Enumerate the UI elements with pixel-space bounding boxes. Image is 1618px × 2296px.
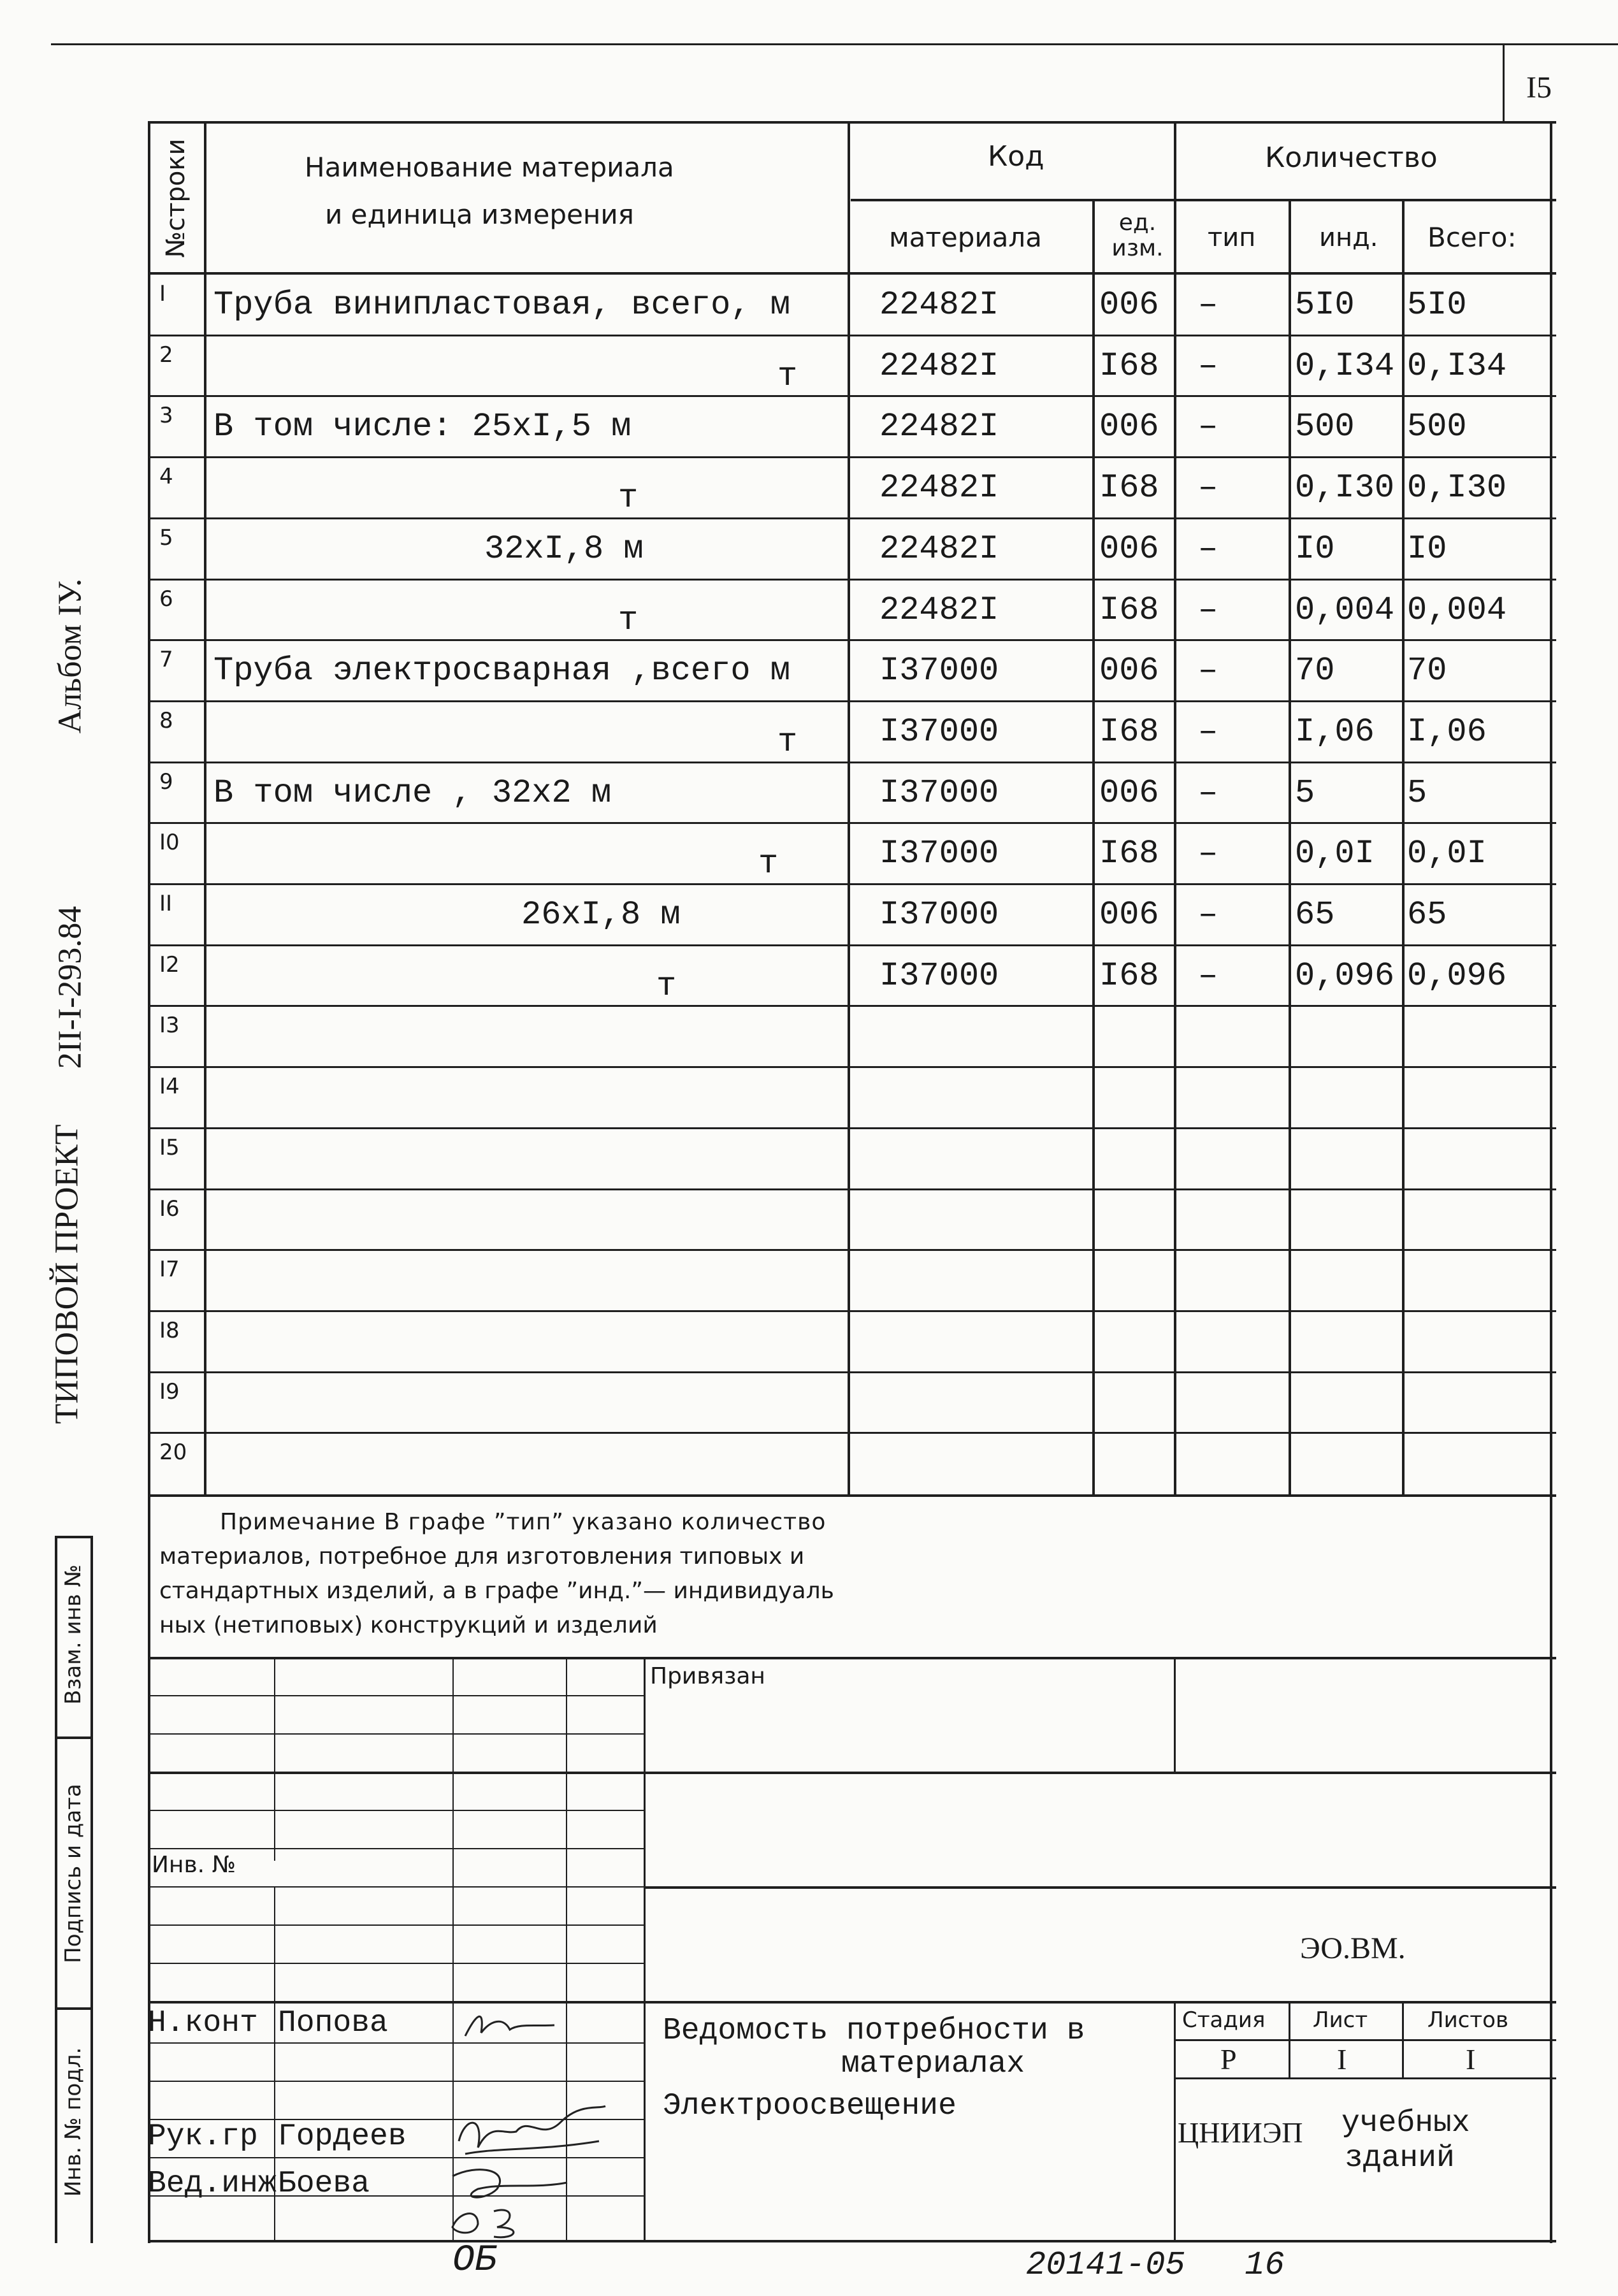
tb-line-14 bbox=[148, 2081, 645, 2082]
cell-name: В том числе , 32х2 м bbox=[213, 774, 612, 812]
col-divider-qty-ind bbox=[1289, 199, 1291, 1496]
sheet-number-divider bbox=[1503, 43, 1505, 121]
cell-total: 70 bbox=[1407, 652, 1447, 690]
doc-subtitle: Электроосвещение bbox=[663, 2089, 957, 2123]
cell-n: 9 bbox=[159, 769, 173, 795]
cell-name: 26хI,8 м bbox=[521, 896, 681, 934]
col-divider-rowno bbox=[204, 121, 206, 1496]
cell-n: II bbox=[159, 891, 173, 916]
cell-n: I9 bbox=[159, 1378, 180, 1404]
tb-col-sheets bbox=[1402, 2001, 1404, 2077]
tb-bottom bbox=[148, 2240, 1556, 2242]
sheet-number: I5 bbox=[1526, 71, 1552, 105]
cell-mat: I37000 bbox=[879, 835, 999, 873]
tb-org-desc-1: учебных bbox=[1341, 2106, 1470, 2141]
tb-line-5 bbox=[148, 1810, 645, 1811]
header-code: Код bbox=[988, 140, 1044, 173]
col-divider-code-qty bbox=[1174, 121, 1176, 1496]
cell-mat: I37000 bbox=[879, 712, 999, 751]
table-row-divider bbox=[148, 579, 1556, 581]
col-divider-code-unit bbox=[1092, 199, 1095, 1496]
tb-sheet-value: I bbox=[1337, 2043, 1347, 2076]
cell-total: 5I0 bbox=[1407, 286, 1467, 324]
margin-right-border bbox=[90, 1536, 93, 2243]
tb-col-sheet bbox=[1289, 2001, 1290, 2077]
tb-sheets-value: I bbox=[1466, 2043, 1476, 2076]
header-name-line2: и единица измерения bbox=[325, 199, 634, 230]
table-row-divider bbox=[148, 1249, 1556, 1251]
col-divider-name bbox=[848, 121, 850, 1496]
header-code-material: материала bbox=[889, 222, 1043, 253]
header-code-unit: ед. изм. bbox=[1111, 210, 1164, 261]
cell-total: I0 bbox=[1407, 530, 1447, 568]
cell-total: 0,I34 bbox=[1407, 347, 1507, 385]
tb-org: ЦНИИЭП bbox=[1178, 2116, 1303, 2149]
cell-type: – bbox=[1198, 957, 1218, 995]
cell-n: I7 bbox=[159, 1257, 180, 1283]
table-top-border bbox=[148, 121, 1556, 124]
table-row-divider bbox=[148, 1188, 1556, 1190]
cell-type: – bbox=[1198, 286, 1218, 324]
side-stamp-line1: ТИПОВОЙ ПРОЕКТ bbox=[48, 1124, 85, 1424]
cell-unit: I68 bbox=[1099, 591, 1159, 629]
cell-unit: I68 bbox=[1099, 469, 1159, 507]
table-right-border bbox=[1550, 121, 1552, 2243]
table-row-divider bbox=[148, 883, 1556, 885]
cell-mat: I37000 bbox=[879, 957, 999, 995]
side-stamp-line3: Альбом IУ. bbox=[52, 578, 89, 734]
header-qty-total: Всего: bbox=[1427, 222, 1517, 253]
header-qty: Количество bbox=[1265, 141, 1438, 174]
cell-ind: 0,096 bbox=[1295, 957, 1395, 995]
cell-ind: 65 bbox=[1295, 896, 1335, 934]
cell-total: 0,096 bbox=[1407, 957, 1507, 995]
signature-boeva bbox=[440, 2163, 593, 2240]
margin-vzam: Взам. инв № bbox=[61, 1564, 86, 1705]
cell-mat: 22482I bbox=[879, 408, 999, 446]
cell-mat: 22482I bbox=[879, 469, 999, 507]
tb-name-1: Попова bbox=[278, 2006, 388, 2040]
doc-title-line1: Ведомость потребности в bbox=[663, 2014, 1085, 2048]
table-row-divider bbox=[148, 639, 1556, 641]
tb-role-2: Рук.гр bbox=[148, 2119, 258, 2154]
cell-type: – bbox=[1198, 652, 1218, 690]
cell-ind: 0,I34 bbox=[1295, 347, 1395, 385]
cell-type: – bbox=[1198, 591, 1218, 629]
cell-name: т bbox=[656, 967, 677, 1005]
cell-type: – bbox=[1198, 712, 1218, 751]
cell-total: 5 bbox=[1407, 774, 1427, 812]
handwritten-bottom: 20141-05 16 bbox=[1026, 2246, 1285, 2284]
cell-ind: 0,I30 bbox=[1295, 469, 1395, 507]
tb-org-desc-2: зданий bbox=[1345, 2141, 1455, 2176]
margin-div2 bbox=[55, 2007, 93, 2010]
cell-unit: I68 bbox=[1099, 347, 1159, 385]
tb-line-11 bbox=[148, 2001, 1556, 2004]
cell-n: I6 bbox=[159, 1195, 180, 1222]
cell-n: 4 bbox=[159, 464, 173, 490]
tb-designation: ЭО.ВМ. bbox=[1300, 1931, 1406, 1965]
tb-line-10 bbox=[148, 1963, 645, 1964]
table-bottom-border bbox=[148, 1494, 1556, 1497]
cell-n: I5 bbox=[159, 1134, 180, 1160]
table-row-divider bbox=[148, 700, 1556, 702]
margin-left-border bbox=[55, 1536, 57, 2243]
margin-top bbox=[55, 1536, 93, 1538]
cell-mat: 22482I bbox=[879, 591, 999, 629]
cell-ind: I,06 bbox=[1295, 712, 1375, 751]
cell-name: В том числе: 25хI,5 м bbox=[213, 408, 632, 446]
table-row-divider bbox=[148, 335, 1556, 336]
cell-ind: 0,0I bbox=[1295, 835, 1375, 873]
tb-line-1 bbox=[148, 1657, 1556, 1659]
cell-total: 500 bbox=[1407, 408, 1467, 446]
cell-mat: I37000 bbox=[879, 652, 999, 690]
cell-name: т bbox=[618, 479, 639, 517]
table-row-divider bbox=[148, 1127, 1556, 1129]
cell-name: т bbox=[618, 601, 639, 639]
cell-unit: 006 bbox=[1099, 896, 1159, 934]
cell-mat: 22482I bbox=[879, 347, 999, 385]
tb-line-2 bbox=[148, 1695, 645, 1696]
note-line1: Примечание В графе ”тип” указано количество bbox=[220, 1509, 827, 1535]
tb-inv-no: Инв. № bbox=[152, 1852, 236, 1878]
table-row-divider bbox=[148, 944, 1556, 946]
header-qty-ind: инд. bbox=[1319, 223, 1378, 252]
cell-n: I bbox=[159, 281, 166, 307]
cell-ind: 500 bbox=[1295, 408, 1355, 446]
cell-n: I8 bbox=[159, 1317, 180, 1343]
table-header-bottom bbox=[148, 272, 1556, 275]
cell-total: I,06 bbox=[1407, 712, 1487, 751]
cell-type: – bbox=[1198, 835, 1218, 873]
cell-ind: 0,004 bbox=[1295, 591, 1395, 629]
cell-name: Труба электросварная ,всего м bbox=[213, 652, 790, 690]
cell-unit: 006 bbox=[1099, 286, 1159, 324]
cell-name: Труба винипластовая, всего, м bbox=[213, 286, 790, 324]
cell-name: т bbox=[777, 723, 798, 761]
cell-n: 20 bbox=[159, 1440, 187, 1466]
tb-col-privyazan-right bbox=[1174, 1657, 1176, 1772]
cell-n: I3 bbox=[159, 1013, 180, 1039]
table-row-divider bbox=[148, 822, 1556, 824]
top-border bbox=[51, 43, 1618, 45]
tb-line-4 bbox=[148, 1772, 1556, 1774]
cell-type: – bbox=[1198, 530, 1218, 568]
cell-unit: 006 bbox=[1099, 530, 1159, 568]
cell-n: 6 bbox=[159, 586, 173, 612]
header-qty-type: тип bbox=[1208, 223, 1256, 252]
tb-sheets-label: Листов bbox=[1427, 2007, 1509, 2033]
cell-name: т bbox=[758, 845, 779, 883]
cell-type: – bbox=[1198, 408, 1218, 446]
tb-line-15 bbox=[1174, 2077, 1556, 2079]
tb-line-3 bbox=[148, 1733, 645, 1735]
table-row-divider bbox=[148, 1371, 1556, 1373]
cell-ind: 70 bbox=[1295, 652, 1335, 690]
table-row-divider bbox=[148, 762, 1556, 763]
tb-line-13 bbox=[1174, 2039, 1556, 2041]
cell-n: I4 bbox=[159, 1074, 180, 1100]
cell-mat: 22482I bbox=[879, 286, 999, 324]
cell-n: I0 bbox=[159, 830, 180, 856]
cell-unit: I68 bbox=[1099, 835, 1159, 873]
tb-line-6 bbox=[148, 1848, 645, 1849]
tb-name-2: Гордеев bbox=[278, 2119, 407, 2154]
cell-n: I2 bbox=[159, 951, 180, 978]
cell-mat: I37000 bbox=[879, 774, 999, 812]
cell-n: 2 bbox=[159, 342, 173, 368]
note-line3: стандартных изделий, а в графе ”инд.”— индивидуаль bbox=[159, 1578, 834, 1604]
cell-type: – bbox=[1198, 469, 1218, 507]
cell-n: 5 bbox=[159, 524, 173, 551]
tb-stage-value: Р bbox=[1220, 2043, 1237, 2076]
cell-total: 0,I30 bbox=[1407, 469, 1507, 507]
table-row-divider bbox=[148, 1310, 1556, 1312]
note-line2: материалов, потребное для изготовления типовых и bbox=[159, 1543, 805, 1570]
cell-name: 32хI,8 м bbox=[484, 530, 644, 568]
cell-mat: 22482I bbox=[879, 530, 999, 568]
cell-total: 0,004 bbox=[1407, 591, 1507, 629]
cell-n: 7 bbox=[159, 647, 173, 673]
margin-div1 bbox=[55, 1736, 93, 1739]
cell-type: – bbox=[1198, 347, 1218, 385]
cell-name: т bbox=[777, 357, 798, 395]
table-row-divider bbox=[148, 517, 1556, 519]
tb-sheet-label: Лист bbox=[1313, 2007, 1368, 2033]
signature-popova bbox=[459, 2007, 561, 2046]
cell-total: 65 bbox=[1407, 896, 1447, 934]
tb-role-3: Вед.инж bbox=[148, 2167, 277, 2201]
tb-col-stage bbox=[1174, 2001, 1176, 2240]
tb-line-9 bbox=[148, 1924, 645, 1926]
side-stamp-line2: 2II-I-293.84 bbox=[52, 906, 89, 1069]
tb-role-1: Н.конт bbox=[148, 2006, 258, 2040]
cell-unit: 006 bbox=[1099, 408, 1159, 446]
tb-line-7 bbox=[645, 1886, 1556, 1889]
cell-mat: I37000 bbox=[879, 896, 999, 934]
cell-ind: 5I0 bbox=[1295, 286, 1355, 324]
tb-col-1 bbox=[274, 1657, 275, 1861]
cell-unit: 006 bbox=[1099, 652, 1159, 690]
col-divider-qty-total bbox=[1402, 199, 1405, 1496]
cell-ind: 5 bbox=[1295, 774, 1315, 812]
table-row-divider bbox=[148, 1005, 1556, 1007]
cell-unit: I68 bbox=[1099, 712, 1159, 751]
note-line4: ных (нетиповых) конструкций и изделий bbox=[159, 1612, 658, 1638]
tb-privyazan: Привязан bbox=[650, 1663, 765, 1689]
table-header-subline bbox=[851, 199, 1556, 201]
table-row-divider bbox=[148, 395, 1556, 397]
cell-type: – bbox=[1198, 774, 1218, 812]
tb-line-8 bbox=[148, 1886, 645, 1888]
cell-total: 0,0I bbox=[1407, 835, 1487, 873]
cell-ind: I0 bbox=[1295, 530, 1335, 568]
tb-line-12 bbox=[148, 2042, 645, 2044]
signature-gordeev bbox=[452, 2097, 618, 2167]
margin-inv: Инв. № подл. bbox=[61, 2047, 86, 2197]
tb-col-4 bbox=[644, 1657, 646, 2240]
cell-type: – bbox=[1198, 896, 1218, 934]
doc-title-line2: материалах bbox=[841, 2047, 1025, 2081]
header-row-no: №строки bbox=[161, 138, 191, 258]
cell-n: 8 bbox=[159, 707, 173, 733]
tb-stage-label: Стадия bbox=[1182, 2007, 1266, 2033]
header-name-line1: Наименование материала bbox=[305, 152, 674, 183]
cell-unit: I68 bbox=[1099, 957, 1159, 995]
tb-name-3: Боева bbox=[278, 2167, 370, 2201]
handwritten-ob: ОБ bbox=[452, 2240, 497, 2281]
table-row-divider bbox=[148, 456, 1556, 458]
table-row-divider bbox=[148, 1066, 1556, 1068]
cell-n: 3 bbox=[159, 403, 173, 429]
table-row-divider bbox=[148, 1432, 1556, 1434]
margin-podpis: Подпись и дата bbox=[61, 1784, 86, 1963]
cell-unit: 006 bbox=[1099, 774, 1159, 812]
